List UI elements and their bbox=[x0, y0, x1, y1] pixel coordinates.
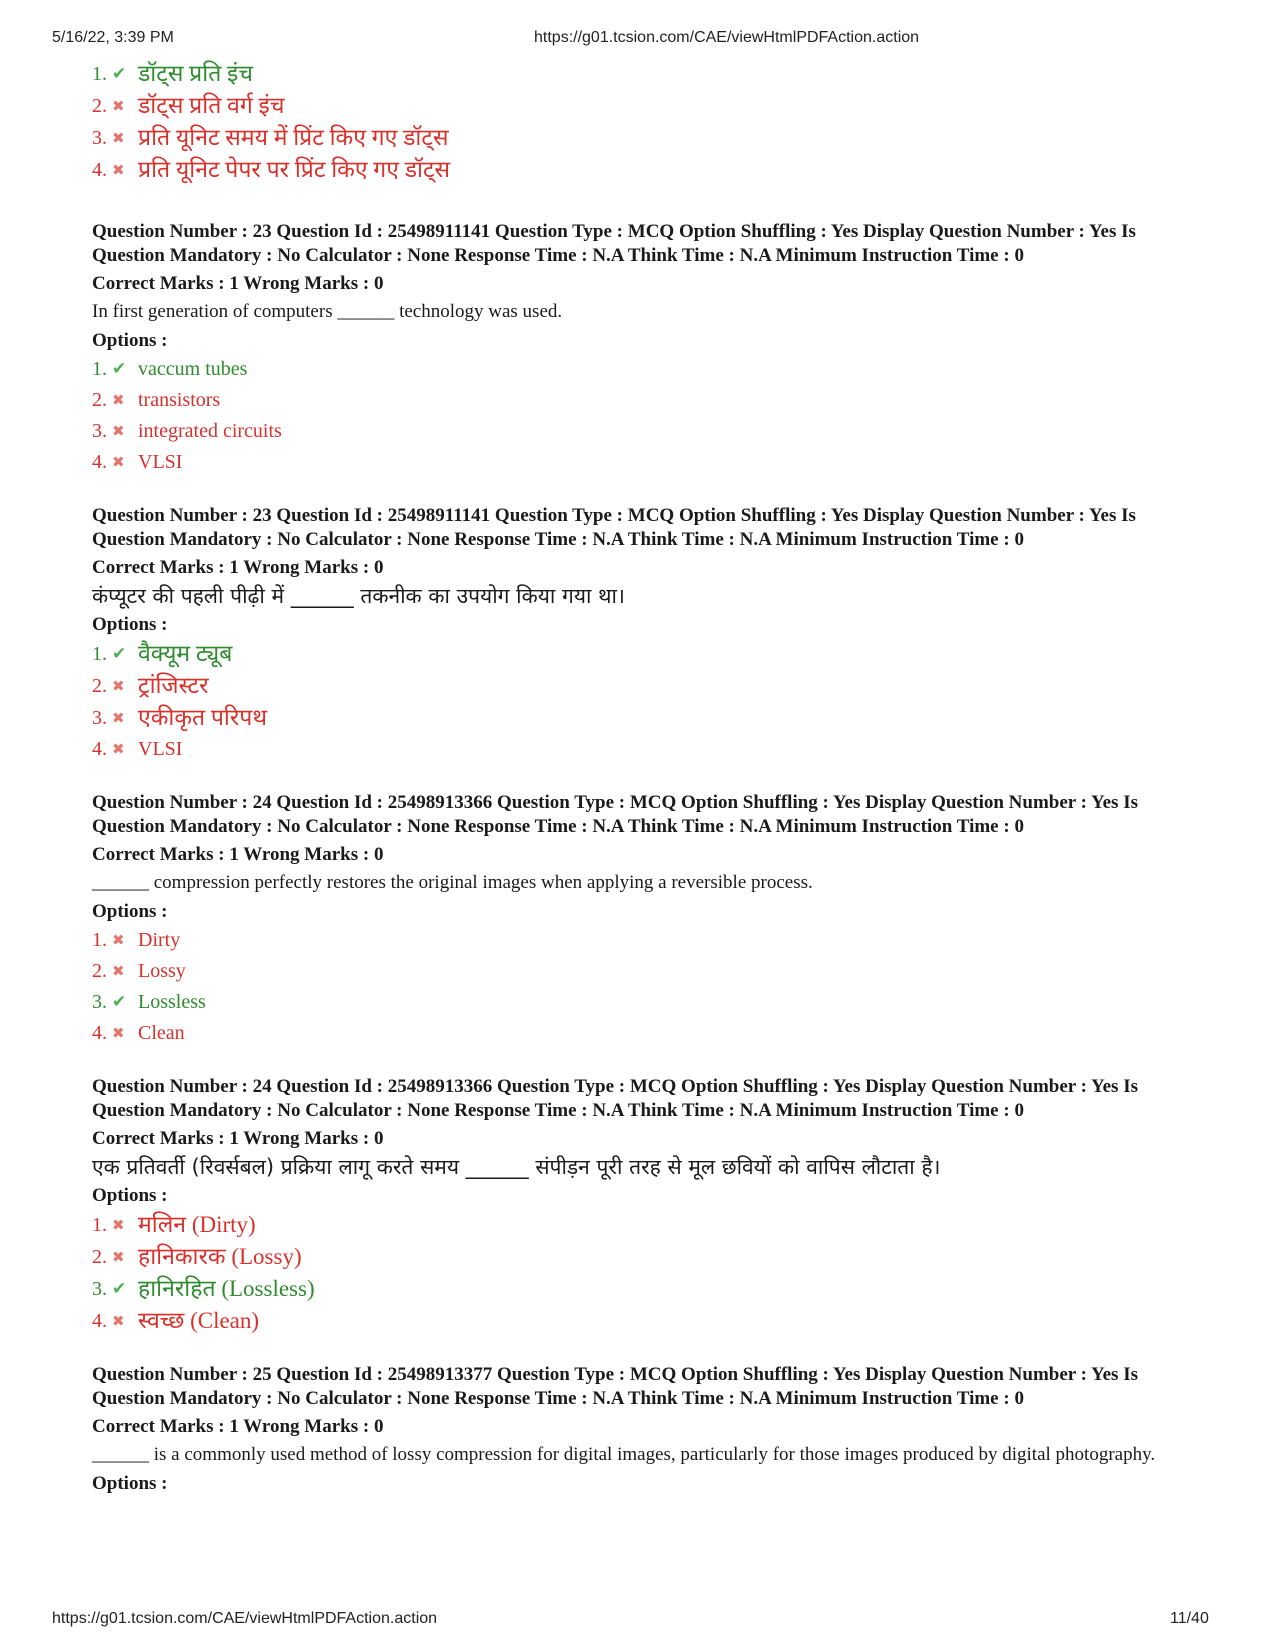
option-item bbox=[92, 1305, 1202, 1337]
question-block bbox=[92, 1075, 1202, 1337]
question-text: ______ is a commonly used method of lossy compression for digital images, particularly for those images produced by digital photography. bbox=[92, 1444, 1156, 1465]
option-number: 3. bbox=[92, 1278, 107, 1300]
option-item bbox=[92, 447, 1202, 478]
page-number: 11/40 bbox=[1170, 1610, 1209, 1627]
option-item bbox=[92, 90, 1202, 122]
option-text: प्रति यूनिट समय में प्रिंट किए गए डॉट्स bbox=[138, 125, 449, 150]
option-number: 4. bbox=[92, 159, 107, 181]
option-text: VLSI bbox=[138, 451, 183, 473]
option-item bbox=[92, 58, 1202, 90]
question-block bbox=[92, 220, 1202, 478]
checkmark-icon: ✔ bbox=[112, 992, 127, 1012]
option-text: प्रति यूनिट पेपर पर प्रिंट किए गए डॉट्स bbox=[138, 157, 451, 182]
cross-icon: ✖ bbox=[112, 161, 125, 179]
print-footer-url: https://g01.tcsion.com/CAE/viewHtmlPDFAction.action bbox=[52, 1610, 438, 1627]
option-item bbox=[92, 416, 1202, 447]
option-text: integrated circuits bbox=[138, 420, 282, 442]
option-text: हानिकारक (Lossy) bbox=[138, 1244, 302, 1269]
question-text: कंप्यूटर की पहली पीढ़ी में ______ तकनीक का उपयोग किया गया था। bbox=[92, 584, 625, 608]
question-block bbox=[92, 1363, 1202, 1497]
option-number: 3. bbox=[92, 127, 107, 149]
page-content bbox=[92, 58, 1202, 1497]
option-item bbox=[92, 1209, 1202, 1241]
option-number: 3. bbox=[92, 991, 107, 1013]
option-item bbox=[92, 638, 1202, 670]
cross-icon: ✖ bbox=[112, 1216, 125, 1234]
option-number: 4. bbox=[92, 1310, 107, 1332]
option-number: 1. bbox=[92, 929, 107, 951]
question-marks: Correct Marks : 1 Wrong Marks : 0 bbox=[92, 557, 384, 578]
option-item bbox=[92, 1241, 1202, 1273]
cross-icon: ✖ bbox=[112, 1248, 125, 1266]
question-meta: Question Number : 25 Question Id : 25498913377 Question Type : MCQ Option Shuffling : Yes Display Question Number : Yes Is Question Mandatory : No Calculator : None Response Time : N.A Think Time : N.A Minimum Instruction Time : 0 bbox=[92, 1364, 1138, 1409]
cross-icon: ✖ bbox=[112, 740, 125, 758]
question-meta: Question Number : 24 Question Id : 25498913366 Question Type : MCQ Option Shuffling : Yes Display Question Number : Yes Is Question Mandatory : No Calculator : None Response Time : N.A Think Time : N.A Minimum Instruction Time : 0 bbox=[92, 792, 1138, 837]
option-number: 1. bbox=[92, 358, 107, 380]
checkmark-icon: ✔ bbox=[112, 1279, 127, 1299]
option-item bbox=[92, 1018, 1202, 1049]
option-text: vaccum tubes bbox=[138, 358, 248, 380]
option-text: Clean bbox=[138, 1022, 185, 1044]
cross-icon: ✖ bbox=[112, 1024, 125, 1042]
cross-icon: ✖ bbox=[112, 453, 125, 471]
option-item bbox=[92, 956, 1202, 987]
question-block bbox=[92, 504, 1202, 765]
question-meta: Question Number : 24 Question Id : 25498913366 Question Type : MCQ Option Shuffling : Yes Display Question Number : Yes Is Question Mandatory : No Calculator : None Response Time : N.A Think Time : N.A Minimum Instruction Time : 0 bbox=[92, 1076, 1138, 1121]
option-text: Dirty bbox=[138, 929, 181, 951]
option-number: 4. bbox=[92, 738, 107, 760]
options-label: Options : bbox=[92, 614, 168, 635]
cross-icon: ✖ bbox=[112, 129, 125, 147]
option-number: 2. bbox=[92, 95, 107, 117]
question-marks: Correct Marks : 1 Wrong Marks : 0 bbox=[92, 1416, 384, 1437]
option-number: 1. bbox=[92, 643, 107, 665]
options-label: Options : bbox=[92, 901, 168, 922]
checkmark-icon: ✔ bbox=[112, 359, 127, 379]
cross-icon: ✖ bbox=[112, 677, 125, 695]
cross-icon: ✖ bbox=[112, 962, 125, 980]
option-number: 4. bbox=[92, 451, 107, 473]
print-header-datetime: 5/16/22, 3:39 PM bbox=[52, 29, 174, 46]
option-item bbox=[92, 1273, 1202, 1305]
option-text: ट्रांजिस्टर bbox=[138, 673, 209, 698]
cross-icon: ✖ bbox=[112, 709, 125, 727]
option-text: वैक्यूम ट्यूब bbox=[138, 641, 233, 666]
option-text: Lossy bbox=[138, 960, 186, 982]
option-item bbox=[92, 354, 1202, 385]
question-block bbox=[92, 791, 1202, 1049]
question-meta: Question Number : 23 Question Id : 25498911141 Question Type : MCQ Option Shuffling : Yes Display Question Number : Yes Is Question Mandatory : No Calculator : None Response Time : N.A Think Time : N.A Minimum Instruction Time : 0 bbox=[92, 505, 1136, 550]
option-text: डॉट्स प्रति वर्ग इंच bbox=[138, 93, 285, 118]
cross-icon: ✖ bbox=[112, 931, 125, 949]
question-marks: Correct Marks : 1 Wrong Marks : 0 bbox=[92, 273, 384, 294]
options-label: Options : bbox=[92, 330, 168, 351]
option-item bbox=[92, 122, 1202, 154]
cross-icon: ✖ bbox=[112, 391, 125, 409]
checkmark-icon: ✔ bbox=[112, 644, 127, 664]
option-item bbox=[92, 154, 1202, 186]
question-marks: Correct Marks : 1 Wrong Marks : 0 bbox=[92, 844, 384, 865]
option-number: 4. bbox=[92, 1022, 107, 1044]
option-number: 3. bbox=[92, 420, 107, 442]
options-label: Options : bbox=[92, 1185, 168, 1206]
options-label: Options : bbox=[92, 1473, 168, 1494]
cross-icon: ✖ bbox=[112, 1312, 125, 1330]
option-number: 2. bbox=[92, 675, 107, 697]
option-item bbox=[92, 925, 1202, 956]
print-header-url: https://g01.tcsion.com/CAE/viewHtmlPDFAction.action bbox=[534, 29, 920, 46]
option-item bbox=[92, 734, 1202, 765]
question-text: In first generation of computers ______ technology was used. bbox=[92, 301, 563, 322]
option-text: Lossless bbox=[138, 991, 206, 1013]
cross-icon: ✖ bbox=[112, 422, 125, 440]
option-text: स्वच्छ (Clean) bbox=[138, 1308, 260, 1333]
carryover-options bbox=[92, 58, 1202, 186]
option-item bbox=[92, 385, 1202, 416]
option-text: हानिरहित (Lossless) bbox=[138, 1276, 315, 1301]
option-number: 1. bbox=[92, 63, 107, 85]
option-number: 2. bbox=[92, 960, 107, 982]
option-text: मलिन (Dirty) bbox=[138, 1212, 256, 1237]
option-item bbox=[92, 702, 1202, 734]
option-text: डॉट्स प्रति इंच bbox=[138, 61, 253, 86]
option-text: transistors bbox=[138, 389, 221, 411]
option-text: एकीकृत परिपथ bbox=[138, 705, 268, 730]
option-text: VLSI bbox=[138, 738, 183, 760]
checkmark-icon: ✔ bbox=[112, 64, 127, 84]
question-text: ______ compression perfectly restores the original images when applying a reversible process. bbox=[92, 872, 813, 893]
option-number: 1. bbox=[92, 1214, 107, 1236]
cross-icon: ✖ bbox=[112, 97, 125, 115]
question-marks: Correct Marks : 1 Wrong Marks : 0 bbox=[92, 1128, 384, 1149]
option-item bbox=[92, 670, 1202, 702]
option-number: 3. bbox=[92, 707, 107, 729]
question-meta: Question Number : 23 Question Id : 25498911141 Question Type : MCQ Option Shuffling : Yes Display Question Number : Yes Is Question Mandatory : No Calculator : None Response Time : N.A Think Time : N.A Minimum Instruction Time : 0 bbox=[92, 221, 1136, 266]
option-item bbox=[92, 987, 1202, 1018]
option-number: 2. bbox=[92, 1246, 107, 1268]
question-text: एक प्रतिवर्ती (रिवर्सबल) प्रक्रिया लागू करते समय ______ संपीड़न पूरी तरह से मूल छवियों को वापिस लौटाता है। bbox=[92, 1155, 941, 1179]
option-number: 2. bbox=[92, 389, 107, 411]
